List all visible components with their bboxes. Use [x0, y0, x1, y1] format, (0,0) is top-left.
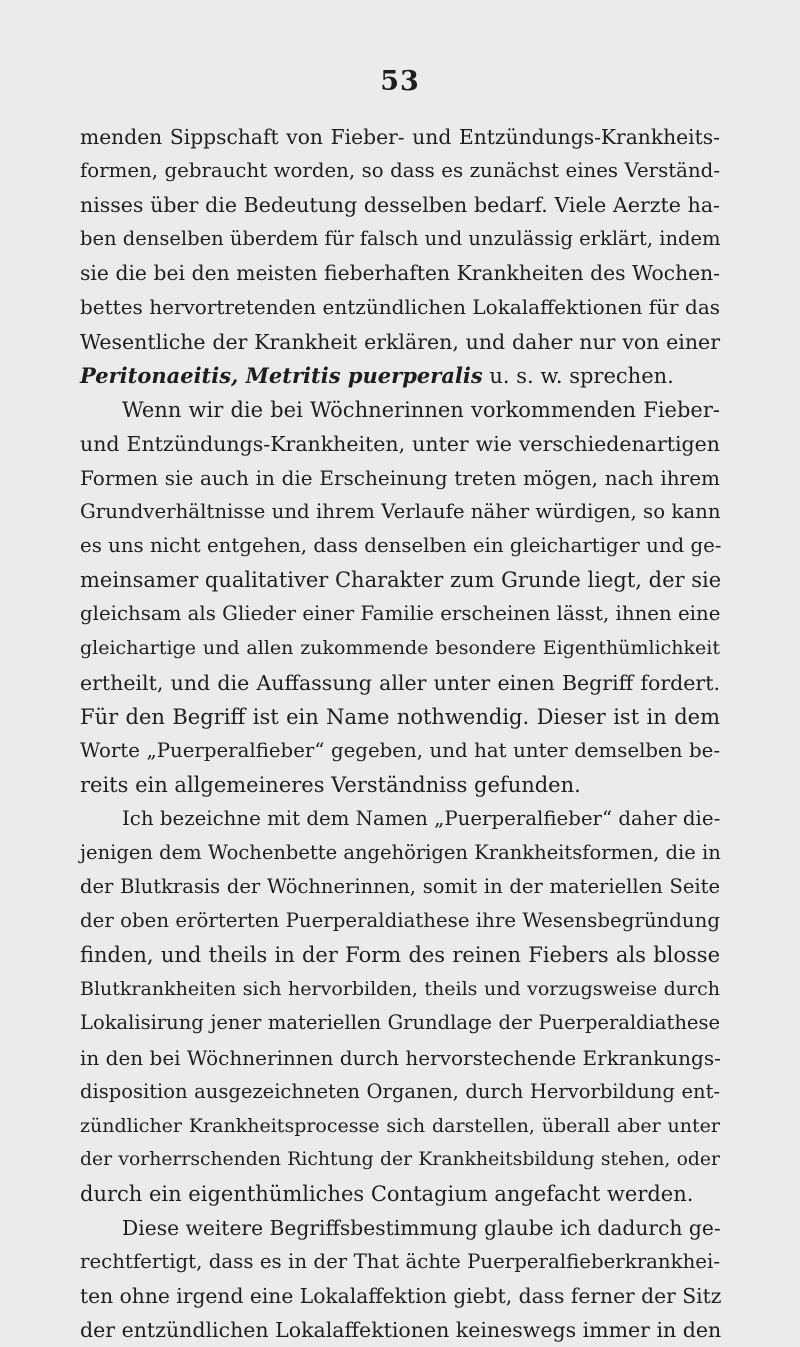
text-line: [80, 290, 720, 324]
text-line: [80, 222, 720, 256]
text-line: [80, 1143, 720, 1177]
line-text: in den bei Wöchnerinnen durch hervorstechende Erkrankungs-: [80, 1045, 721, 1070]
text-line: [80, 972, 720, 1006]
line-text: der Blutkrasis der Wöchnerinnen, somit in der materiellen Seite: [80, 875, 720, 899]
line-text: durch ein eigenthümliches Contagium angefacht werden.: [80, 1181, 694, 1206]
text-line: [80, 666, 720, 700]
text-line: [80, 1245, 720, 1279]
line-text: rechtfertigt, dass es in der That ächte Puerperalfieberkrankhei-: [80, 1250, 720, 1274]
line-text: bettes hervortretenden entzündlichen Lokalaffektionen für das: [80, 295, 720, 320]
text-line: [80, 1279, 720, 1313]
text-line: [80, 938, 720, 972]
line-text: menden Sippschaft von Fieber- und Entzündungs-Krankheits-: [80, 125, 720, 149]
line-text: nisses über die Bedeutung desselben bedarf. Viele Aerzte ha-: [80, 193, 720, 218]
text-line: [80, 359, 720, 393]
line-text: der vorherrschenden Richtung der Krankheitsbildung stehen, oder: [80, 1148, 720, 1170]
body-text: [80, 120, 720, 1347]
text-line: [80, 1006, 720, 1040]
line-text: Blutkrankheiten sich hervorbilden, theils und vorzugsweise durch: [80, 978, 720, 1001]
text-line: [80, 188, 720, 222]
line-text: der oben erörterten Puerperaldiathese ihre Wesensbegründung: [80, 909, 720, 933]
text-line: [80, 768, 720, 802]
line-text: der entzündlichen Lokalaffektionen keineswegs immer in den: [80, 1318, 722, 1343]
line-text: ten ohne irgend eine Lokalaffektion giebt, dass ferner der Sitz: [80, 1284, 722, 1309]
page-number: 53: [380, 66, 420, 97]
text-line: [80, 836, 720, 870]
line-text: Wenn wir die bei Wöchnerinnen vorkommenden Fieber-: [122, 397, 720, 422]
text-line: [80, 393, 720, 427]
text-line: [80, 461, 720, 495]
line-text: finden, und theils in der Form des reinen Fiebers als blosse: [80, 943, 720, 968]
line-text: Grundverhältnisse und ihrem Verlaufe näher würdigen, so kann: [80, 500, 721, 524]
text-line: [80, 529, 720, 563]
text-line: [80, 700, 720, 734]
line-text: Worte „Puerperalfieber“ gegeben, und hat unter demselben be-: [80, 738, 720, 762]
line-text: es uns nicht entgehen, dass denselben ein gleichartiger und ge-: [80, 534, 722, 558]
line-text: disposition ausgezeichneten Organen, durch Hervorbildung ent-: [80, 1079, 720, 1103]
text-line: [80, 325, 720, 359]
line-text: ben denselben überdem für falsch und unzulässig erklärt, indem: [80, 227, 721, 251]
line-text: sie die bei den meisten fieberhaften Krankheiten des Wochen-: [80, 261, 720, 286]
text-line: [80, 1109, 720, 1143]
text-line: [80, 597, 720, 631]
line-text: reits ein allgemeineres Verständniss gefunden.: [80, 772, 581, 797]
line-text: jenigen dem Wochenbette angehörigen Krankheitsformen, die in: [80, 840, 721, 864]
line-text: Ich bezeichne mit dem Namen „Puerperalfieber“ daher die-: [122, 806, 721, 830]
emphasized-text: Peritonaeitis, Metritis puerperalis: [80, 362, 483, 388]
text-line: [80, 1177, 720, 1211]
text-line: [80, 1313, 720, 1347]
line-text: meinsamer qualitativer Charakter zum Grunde liegt, der sie: [80, 568, 722, 593]
line-text: zündlicher Krankheitsprocesse sich darstellen, überall aber unter: [80, 1114, 720, 1137]
text-line: [80, 120, 720, 154]
line-text: Für den Begriff ist ein Name nothwendig. Dieser ist in dem: [80, 704, 720, 729]
line-text: Wesentliche der Krankheit erklären, und daher nur von einer: [80, 329, 720, 354]
text-line: [80, 563, 720, 597]
line-text: ertheilt, und die Auffassung aller unter einen Begriff fordert.: [80, 670, 720, 695]
line-text: formen, gebraucht worden, so dass es zunächst eines Verständ-: [80, 159, 720, 183]
text-line: [80, 1075, 720, 1109]
text-line: [80, 870, 720, 904]
text-line: [80, 495, 720, 529]
text-line: [80, 734, 720, 768]
text-line: [80, 1211, 720, 1245]
line-text: und Entzündungs-Krankheiten, unter wie verschiedenartigen: [80, 431, 720, 456]
text-line: [80, 154, 720, 188]
line-text: Diese weitere Begriffsbestimmung glaube ich dadurch ge-: [122, 1216, 721, 1240]
text-line: [80, 631, 720, 665]
line-text: Formen sie auch in die Erscheinung treten mögen, nach ihrem: [80, 465, 720, 490]
text-line: [80, 427, 720, 461]
line-text: gleichartige und allen zukommende besondere Eigenthümlichkeit: [80, 637, 720, 660]
text-line: [80, 1041, 720, 1075]
line-text: Lokalisirung jener materiellen Grundlage der Puerperaldiathese: [80, 1011, 720, 1035]
text-line: [80, 802, 720, 836]
text-line: [80, 904, 720, 938]
line-text: gleichsam als Glieder einer Familie erscheinen lässt, ihnen eine: [80, 602, 721, 626]
line-text: u. s. w. sprechen.: [482, 363, 674, 388]
text-line: [80, 256, 720, 290]
